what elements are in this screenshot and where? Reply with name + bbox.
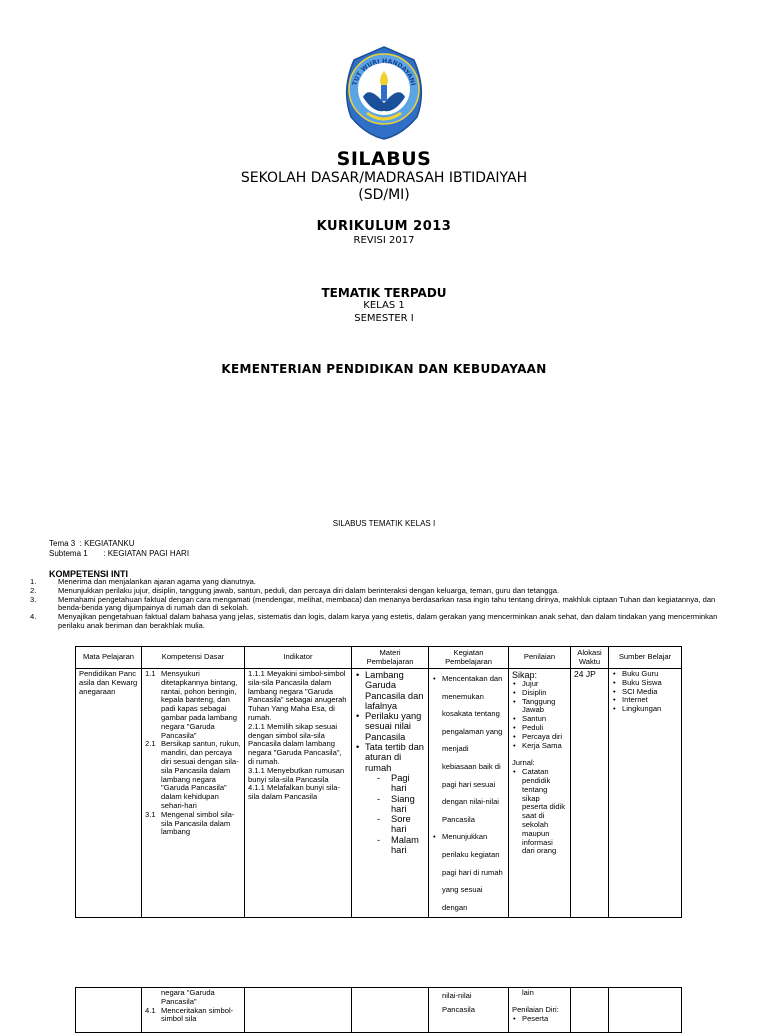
header-sumber: Sumber Belajar: [609, 647, 682, 669]
cover-curriculum: KURIKULUM 2013: [316, 219, 452, 234]
cell-materi: [352, 988, 429, 1033]
cell-penilaian: [509, 669, 571, 918]
cell-kd: [142, 988, 245, 1033]
table-row: [76, 669, 682, 918]
ki-number: 4.: [30, 612, 37, 622]
cell-materi: [352, 669, 429, 918]
header-alokasi: Alokasi Waktu: [571, 647, 609, 669]
penilaian-label: Sikap:: [512, 670, 538, 680]
ki-title: KOMPETENSI INTI: [49, 569, 129, 579]
penilaian-item: • Kerja Sama: [512, 742, 567, 751]
sumber-item: • Buku Guru: [612, 670, 678, 679]
indikator-item: 4.1.1 Melafalkan bunyi sila-sila dalam Pancasila: [248, 783, 341, 802]
penilaian-item: • Tanggung Jawab: [512, 698, 567, 716]
header-mapel: Mata Pelajaran: [76, 647, 142, 669]
ki-text: Menunjukkan perilaku jujur, disiplin, tanggung jawab, santun, peduli, dan percaya diri dalam berinteraksi dengan keluarga, teman, guru dan tetangga.: [58, 585, 560, 595]
ki-item: [30, 596, 720, 614]
materi-subitem: - Pagi hari: [377, 772, 410, 794]
indikator-item: 2.1.1 Memilih sikap sesuai dengan simbol sila-sila Pancasila dalam lambang negara "Garuda Pancasila", di rumah.: [248, 721, 342, 766]
materi-subitem: - Malam hari: [377, 834, 419, 856]
cover-revision: REVISI 2017: [353, 235, 415, 246]
header-materi: Materi Pembelajaran: [352, 647, 429, 669]
kd-number: 1.1: [145, 669, 156, 678]
cover-class: KELAS 1: [363, 300, 405, 311]
cell-sumber: [609, 669, 682, 918]
penilaian-item: • Catatan pendidik tentang sikap peserta didik saat di sekolah maupun informasi dari orang: [512, 768, 567, 856]
materi-subitem: - Sore hari: [377, 814, 411, 835]
table-row: [76, 988, 682, 1033]
kd-text: Mensyukuri ditetapkannya bintang, rantai, pohon beringin, kepala banteng, dan padi kapas sebagai gambar pada lambang negara "Garuda Pancasila": [161, 669, 238, 740]
cell-indikator: [245, 988, 352, 1033]
cell-penilaian: [509, 988, 571, 1033]
sumber-item: • SCI Media: [612, 688, 678, 697]
penilaian-item: • Peduli: [512, 724, 567, 733]
materi-item: • Lambang Garuda Pancasila dan lafalnya: [355, 670, 425, 711]
kd-item: [145, 811, 241, 837]
syllabus-table-continued: [75, 987, 682, 1033]
ki-number: 3.: [30, 594, 37, 604]
cover-subject: TEMATIK TERPADU: [321, 286, 447, 300]
cover-school: SEKOLAH DASAR/MADRASAH IBTIDAIYAH: [240, 170, 528, 186]
kegiatan-item: • Menunjukkan perilaku kegiatan pagi hari di rumah yang sesuai dengan: [432, 828, 505, 916]
ki-text: Menyajikan pengetahuan faktual dalam bahasa yang jelas, sistematis dan logis, dalam karya yang estetis, dalam gerakan yang mencerminkan anak sehat, dan dalam tindakan yang mencerminkan perilaku anak beriman dan berakhlak mulia.: [58, 612, 718, 630]
cover-school-abbr: (SD/MI): [358, 187, 410, 203]
penilaian-label: Penilaian Diri:: [512, 1004, 559, 1014]
penilaian-item: • Jujur: [512, 680, 567, 689]
kd-number: 3.1: [145, 809, 156, 819]
ki-text: Memahami pengetahuan faktual dengan cara mengamati (mendengar, melihat, membaca) dan menanya berdasarkan rasa ingin tahu tentang dirinya, makhluk ciptaan Tuhan dan kegiatannya, dan benda-benda yang dijumpainya di rumah dan di sekolah.: [58, 594, 716, 613]
sumber-item: • Lingkungan: [612, 705, 678, 714]
penilaian-item: • Santun: [512, 715, 567, 724]
svg-text:TUT WURI HANDAYANI: TUT WURI HANDAYANI: [351, 57, 417, 87]
kd-text: Bersikap santun, rukun, mandiri, dan percaya diri sesuai dengan sila-sila Pancasila dalam lambang negara "Garuda Pancasila" dalam kehidupan sehari-hari: [161, 739, 241, 810]
header-kegiatan: Kegiatan Pembelajaran: [429, 647, 509, 669]
ki-list: [30, 578, 720, 631]
kd-item: [145, 670, 241, 740]
cell-alokasi: [571, 988, 609, 1033]
kd-item: [145, 740, 241, 810]
kegiatan-item: • Mencentakan dan menemukan kosakata tentang pengalaman yang menjadi kebiasaan baik di pagi hari sesuai dengan nilai-nilai Pancasila: [432, 670, 505, 828]
kd-number: 2.1: [145, 739, 156, 749]
penilaian-item: • Disiplin: [512, 689, 567, 698]
cell-mapel: [76, 988, 142, 1033]
penilaian-continued: lain: [522, 988, 534, 997]
cover-ministry: KEMENTERIAN PENDIDIKAN DAN KEBUDAYAAN: [221, 362, 547, 376]
ki-number: 1.: [30, 577, 37, 586]
header-indikator: Indikator: [245, 647, 352, 669]
ki-text: Menerima dan menjalankan ajaran agama yang dianutnya.: [58, 577, 256, 586]
kd-item: [145, 1007, 241, 1025]
cell-sumber: [609, 988, 682, 1033]
subtema-line: Subtema 1 : KEGIATAN PAGI HARI: [49, 549, 190, 558]
indikator-item: 1.1.1 Meyakini simbol-simbol sila-sila Pancasila dalam lambang negara "Garuda Pancasila" sebagai anugerah Tuhan Yang Maha Esa, di rumah.: [248, 669, 347, 722]
kd-continued: negara "Garuda Pancasila": [161, 988, 215, 1006]
sumber-item: • Internet: [612, 696, 678, 705]
cover-semester: SEMESTER I: [354, 313, 414, 324]
cell-mapel: Pendidikan Pancasila dan Kewarganegaraan: [76, 669, 142, 918]
ki-item: [30, 613, 720, 631]
tema-line: Tema 3 : KEGIATANKU: [49, 539, 135, 548]
penilaian-item: • Peserta: [512, 1015, 567, 1024]
kd-text: Menceritakan simbol-simbol sila: [161, 1005, 234, 1024]
tut-wuri-handayani-logo: [339, 45, 429, 140]
cell-alokasi: 24 JP: [571, 669, 609, 918]
syllabus-table: [75, 646, 682, 918]
cell-indikator: [245, 669, 352, 918]
penilaian-item: • Percaya diri: [512, 733, 567, 742]
header-penilaian: Penilaian: [509, 647, 571, 669]
header-kd: Kompetensi Dasar: [142, 647, 245, 669]
materi-item: • Tata tertib dan aturan di rumah: [355, 742, 425, 773]
table-header-row: [76, 647, 682, 669]
ki-number: 2.: [30, 585, 37, 595]
materi-item: • Perilaku yang sesuai nilai Pancasila: [355, 711, 425, 742]
kd-text: Mengenal simbol sila-sila Pancasila dalam lambang: [161, 809, 235, 837]
sumber-item: • Buku Siswa: [612, 679, 678, 688]
materi-subitem: - Siang hari: [377, 793, 415, 814]
penilaian-label: Jurnal:: [512, 758, 535, 768]
document-subtitle: SILABUS TEMATIK KELAS I: [332, 519, 436, 528]
cell-kegiatan: nilai-nilai Pancasila: [429, 988, 509, 1033]
cell-kd: [142, 669, 245, 918]
cover-title: SILABUS: [336, 148, 432, 170]
indikator-item: 3.1.1 Menyebutkan rumusan bunyi sila-sila Pancasila: [248, 765, 345, 784]
kd-number: 4.1: [145, 1005, 156, 1015]
cell-kegiatan: [429, 669, 509, 918]
